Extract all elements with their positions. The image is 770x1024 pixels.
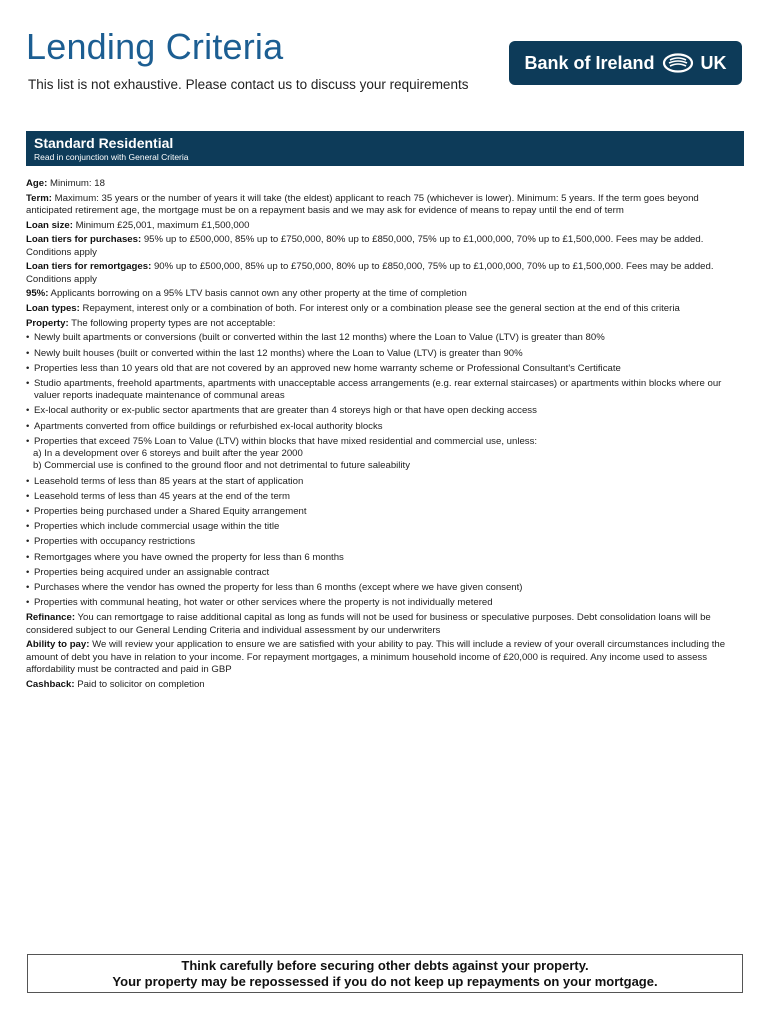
warning-line-2: Your property may be repossessed if you do not keep up repayments on your mortgage. bbox=[112, 973, 658, 989]
property-bullet: • Newly built apartments or conversions (built or converted within the last 12 months) where the Loan to Value (LTV) is greater than 80% bbox=[26, 332, 738, 344]
page-subtitle: This list is not exhaustive. Please contact us to discuss your requirements bbox=[28, 77, 469, 92]
bank-of-ireland-logo bbox=[509, 41, 742, 85]
criterion-text: Paid to solicitor on completion bbox=[74, 678, 205, 690]
criterion-text: The following property types are not acceptable: bbox=[68, 317, 276, 329]
criterion-property bbox=[26, 318, 738, 330]
property-bullet: • Properties less than 10 years old that are not covered by an approved new home warranty scheme or Professional Consultant's Certificate bbox=[26, 363, 738, 375]
logo-text: Bank of Ireland bbox=[524, 52, 655, 73]
criterion-label: Loan tiers for purchases: bbox=[26, 234, 142, 246]
property-bullet: • Ex-local authority or ex-public sector apartments that are greater than 4 storeys high or that have open decking access bbox=[26, 405, 738, 417]
criterion-refinance bbox=[26, 612, 738, 637]
property-bullet: • Properties which include commercial usage within the title bbox=[26, 521, 738, 533]
property-bullet: • Leasehold terms of less than 85 years at the start of application bbox=[26, 476, 738, 488]
criterion-label: Loan tiers for remortgages: bbox=[26, 261, 152, 273]
property-bullet: • Leasehold terms of less than 45 years at the end of the term bbox=[26, 491, 738, 503]
criterion-loan-tiers-remortgages bbox=[26, 261, 738, 286]
criterion-loan-tiers-purchases bbox=[26, 234, 738, 259]
property-bullet: • Properties with occupancy restrictions bbox=[26, 536, 738, 548]
criterion-loan-types bbox=[26, 303, 738, 315]
property-bullet: • Properties being purchased under a Shared Equity arrangement bbox=[26, 506, 738, 518]
property-bullet: • Remortgages where you have owned the property for less than 6 months bbox=[26, 552, 738, 564]
criterion-label: Loan size: bbox=[26, 219, 73, 231]
property-bullet: • Properties with communal heating, hot water or other services where the property is not individually metered bbox=[26, 597, 738, 609]
criterion-label: Loan types: bbox=[26, 303, 80, 315]
criterion-label: Ability to pay: bbox=[26, 639, 90, 651]
property-bullet: • Newly built houses (built or converted within the last 12 months) where the Loan to Value (LTV) is greater than 90% bbox=[26, 348, 738, 360]
criterion-text: 95% up to £500,000, 85% up to £750,000, 80% up to £850,000, 75% up to £1,000,000, 70% up to £1,500,000. Fees may be added. Conditions apply bbox=[26, 234, 704, 258]
criterion-age bbox=[26, 178, 738, 190]
section-header bbox=[26, 131, 744, 166]
criterion-cashback bbox=[26, 679, 738, 691]
criterion-term bbox=[26, 193, 738, 218]
section-title: Standard Residential bbox=[34, 135, 174, 151]
criterion-text: Maximum: 35 years or the number of years it will take (the eldest) applicant to reach 75 (whichever is lower). Minimum: 5 years. If the term goes beyond anticipated retirement age, the mortgage must be on a repayment basis and we may ask for evidence of means to repay until the end of term bbox=[26, 192, 699, 216]
property-bullet: • Studio apartments, freehold apartments, apartments with unacceptable access arrangements (e.g. rear external staircases) or apartments within blocks where our valuer reports inadequate maintenance of communal areas bbox=[26, 378, 738, 403]
criterion-ability-to-pay bbox=[26, 639, 738, 676]
page-title: Lending Criteria bbox=[26, 26, 284, 67]
criterion-label: Refinance: bbox=[26, 612, 76, 624]
logo-emblem-icon bbox=[661, 52, 695, 74]
property-subitem: b) Commercial use is confined to the ground floor and not detrimental to future saleability bbox=[33, 460, 411, 472]
property-bullet: • Properties that exceed 75% Loan to Value (LTV) within blocks that have mixed residential and commercial use, unless: bbox=[26, 436, 738, 448]
criterion-label: Age: bbox=[26, 178, 48, 189]
criterion-text: Minimum £25,001, maximum £1,500,000 bbox=[72, 219, 250, 231]
criterion-text: 90% up to £500,000, 85% up to £750,000, 80% up to £850,000, 75% up to £1,000,000, 70% up to £1,500,000. Fees may be added. Conditions apply bbox=[26, 261, 714, 285]
section-note: Read in conjunction with General Criteria bbox=[34, 152, 189, 162]
property-subitem: a) In a development over 6 storeys and built after the year 2000 bbox=[33, 448, 303, 460]
property-bullet: • Properties being acquired under an assignable contract bbox=[26, 567, 738, 579]
criterion-label: Cashback: bbox=[26, 678, 75, 690]
property-bullet: • Purchases where the vendor has owned the property for less than 6 months (except where we have given consent) bbox=[26, 582, 738, 594]
criterion-95-ltv bbox=[26, 288, 738, 300]
property-bullet: • Apartments converted from office buildings or refurbished ex-local authority blocks bbox=[26, 421, 738, 433]
warning-line-1: Think carefully before securing other debts against your property. bbox=[181, 958, 589, 973]
criterion-text: We will review your application to ensure we are satisfied with your ability to pay. This will include a review of your overall circumstances including the amount of debt you have in relation to your income. For repayment mortgages, a minimum household income of £20,000 is required. Any income used to assess affordability must be contracted and paid in GBP bbox=[26, 639, 726, 675]
criterion-label: Property: bbox=[26, 317, 69, 329]
criterion-label: Term: bbox=[26, 192, 52, 204]
logo-suffix: UK bbox=[700, 52, 727, 73]
criteria-content bbox=[26, 178, 738, 693]
repossession-warning bbox=[27, 954, 743, 993]
criterion-text: Repayment, interest only or a combination of both. For interest only or a combination please see the general section at the end of this criteria bbox=[79, 303, 680, 315]
criterion-text: Minimum: 18 bbox=[47, 178, 105, 189]
criterion-text: Applicants borrowing on a 95% LTV basis cannot own any other property at the time of completion bbox=[48, 288, 467, 300]
criterion-text: You can remortgage to raise additional capital as long as funds will not be used for business or speculative purposes. Debt consolidation loans will be considered subject to our General Lending Criteria and individual assessment by our underwriters bbox=[26, 612, 711, 636]
criterion-label: 95%: bbox=[26, 288, 49, 300]
criterion-loan-size bbox=[26, 220, 738, 232]
